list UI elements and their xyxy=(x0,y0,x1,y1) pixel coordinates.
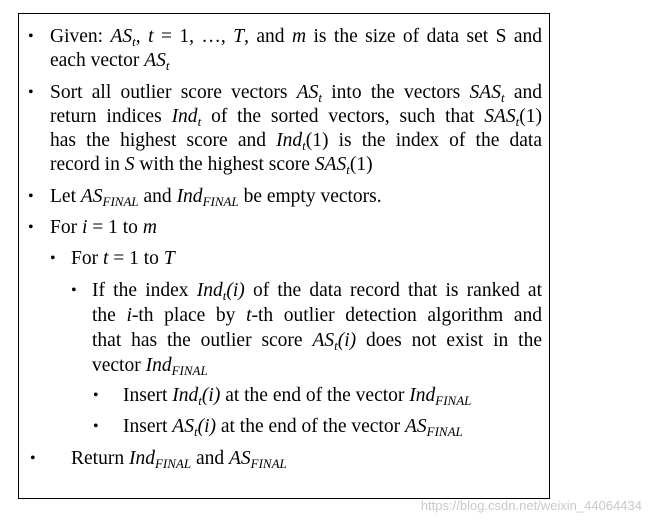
watermark: https://blog.csdn.net/weixin_44064434 xyxy=(420,498,642,513)
sort-line-4: record in S with the highest score $SAS_t(1)$ xyxy=(50,154,373,177)
bullet-insert-ind: • xyxy=(93,387,99,404)
insert-as-line: Insert $AS_t(i)$ at the end of the vector $AS_{FINAL}$ xyxy=(123,416,463,439)
for-t-line: For t = 1 to T xyxy=(71,248,175,269)
sort-line-3: has the highest score and Ind$_t$(1) is the index of the data xyxy=(50,130,542,153)
sort-line-2: return indices Ind$_t$ of the sorted vectors, such that $SAS_t(1)$ xyxy=(50,106,543,129)
if-line-1: If the index Ind$_t$(i) of the data record that is ranked at xyxy=(92,280,542,303)
sort-line-1: Sort all outlier score vectors $AS_t$ into the vectors $SAS_t$ and xyxy=(50,82,543,105)
given-line-2: each vector $AS_t$ xyxy=(50,50,170,73)
bullet-given: • xyxy=(28,28,34,45)
if-line-3: that has the outlier score $AS_t(i)$ does not exist in the xyxy=(92,330,542,353)
return-line: Return Ind$_{FINAL}$ and $AS_{FINAL}$ xyxy=(71,448,287,471)
insert-ind-line: Insert Ind$_t$(i) at the end of the vector Ind$_{FINAL}$ xyxy=(123,385,472,408)
bullet-sort: • xyxy=(28,84,34,101)
bullet-for-t: • xyxy=(50,250,56,267)
bullet-return: • xyxy=(30,450,36,467)
given-line-1: Given: $AS_t$, t = 1, …, T, and m is the size of data set S and xyxy=(50,26,543,49)
bullet-let: • xyxy=(28,188,34,205)
bullet-if: • xyxy=(71,282,77,299)
let-line: Let $AS_{FINAL}$ and Ind$_{FINAL}$ be empty vectors. xyxy=(50,186,382,209)
bullet-for-i: • xyxy=(28,219,34,236)
if-line-4: vector Ind$_{FINAL}$ xyxy=(92,355,208,378)
bullet-insert-as: • xyxy=(93,418,99,435)
if-line-2: the i-th place by t-th outlier detection algorithm and xyxy=(92,305,542,326)
for-i-line: For i = 1 to m xyxy=(50,217,157,238)
